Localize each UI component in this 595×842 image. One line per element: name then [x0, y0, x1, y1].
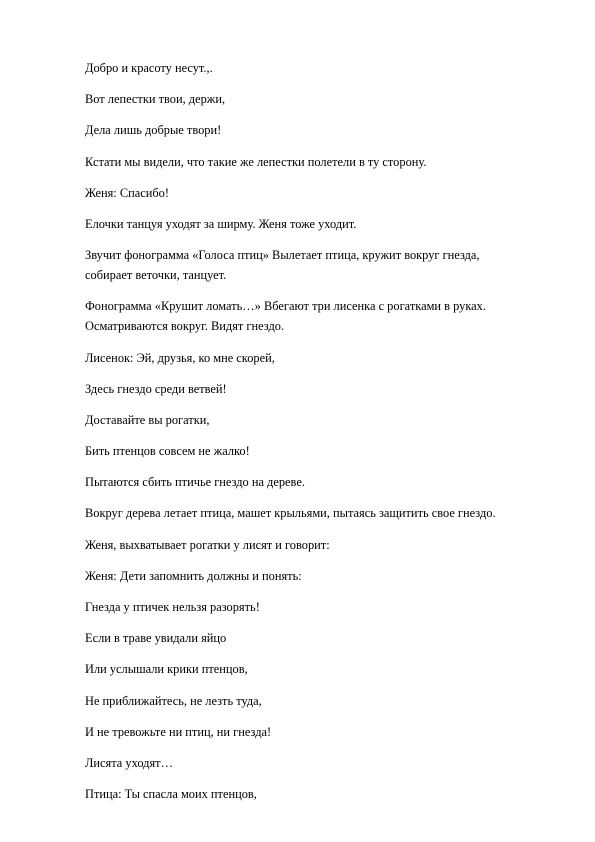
text-paragraph: [85, 410, 555, 430]
text-paragraph: [85, 503, 555, 523]
text-paragraph: [85, 784, 555, 804]
text-paragraph: [85, 120, 555, 140]
text-line: Вокруг дерева летает птица, машет крыльями, пытаясь защитить свое гнездо.: [85, 506, 496, 521]
text-line: Доставайте вы рогатки,: [85, 412, 210, 427]
text-paragraph: [85, 722, 555, 742]
text-line: Не приближайтесь, не лезть туда,: [85, 693, 262, 708]
text-paragraph: [85, 535, 555, 555]
text-line: Фонограмма «Крушит ломать…» Вбегают три лисенка с рогатками в руках.: [85, 299, 486, 314]
text-line: Пытаются сбить птичье гнездо на дереве.: [85, 475, 305, 490]
text-line: Кстати мы видели, что такие же лепестки полетели в ту сторону.: [85, 154, 427, 169]
text-line: Женя: Дети запомнить должны и понять:: [85, 568, 302, 583]
text-paragraph: [85, 183, 555, 203]
text-line: Бить птенцов совсем не жалко!: [85, 444, 250, 459]
document-body: [85, 58, 555, 815]
text-line: Дела лишь добрые твори!: [85, 123, 222, 138]
text-paragraph: [85, 214, 555, 234]
text-line: Звучит фонограмма «Голоса птиц» Вылетает птица, кружит вокруг гнезда,: [85, 248, 480, 263]
text-line: Женя, выхватывает рогатки у лисят и говорит:: [85, 537, 330, 552]
text-line: Гнезда у птичек нельзя разорять!: [85, 600, 260, 614]
text-paragraph: [85, 296, 555, 336]
text-line: И не тревожьте ни птиц, ни гнезда!: [85, 724, 272, 739]
text-line: Или услышали крики птенцов,: [85, 662, 248, 677]
text-paragraph: [85, 379, 555, 399]
text-paragraph: [85, 89, 555, 109]
text-paragraph: [85, 472, 555, 492]
text-line: Добро и красоту несут.,.: [85, 61, 213, 75]
text-paragraph: [85, 245, 555, 285]
text-line: Птица: Ты спасла моих птенцов,: [85, 787, 257, 802]
text-line: Осматриваются вокруг. Видят гнездо.: [85, 319, 285, 334]
text-paragraph: [85, 566, 555, 586]
text-line: Елочки танцуя уходят за ширму. Женя тоже уходит.: [85, 216, 357, 231]
text-line: Женя: Спасибо!: [85, 185, 169, 200]
text-line: Вот лепестки твои, держи,: [85, 92, 226, 107]
text-paragraph: [85, 597, 555, 617]
text-paragraph: [85, 152, 555, 172]
text-line: Лисята уходят…: [85, 755, 173, 770]
text-paragraph: [85, 628, 555, 648]
text-paragraph: [85, 691, 555, 711]
text-line: Здесь гнездо среди ветвей!: [85, 381, 227, 396]
text-paragraph: [85, 753, 555, 773]
text-line: Если в траве увидали яйцо: [85, 631, 227, 646]
text-line: собирает веточки, танцует.: [85, 268, 227, 283]
text-paragraph: [85, 441, 555, 461]
text-paragraph: [85, 58, 555, 78]
text-paragraph: [85, 659, 555, 679]
text-line: Лисенок: Эй, друзья, ко мне скорей,: [85, 350, 275, 365]
text-paragraph: [85, 348, 555, 368]
